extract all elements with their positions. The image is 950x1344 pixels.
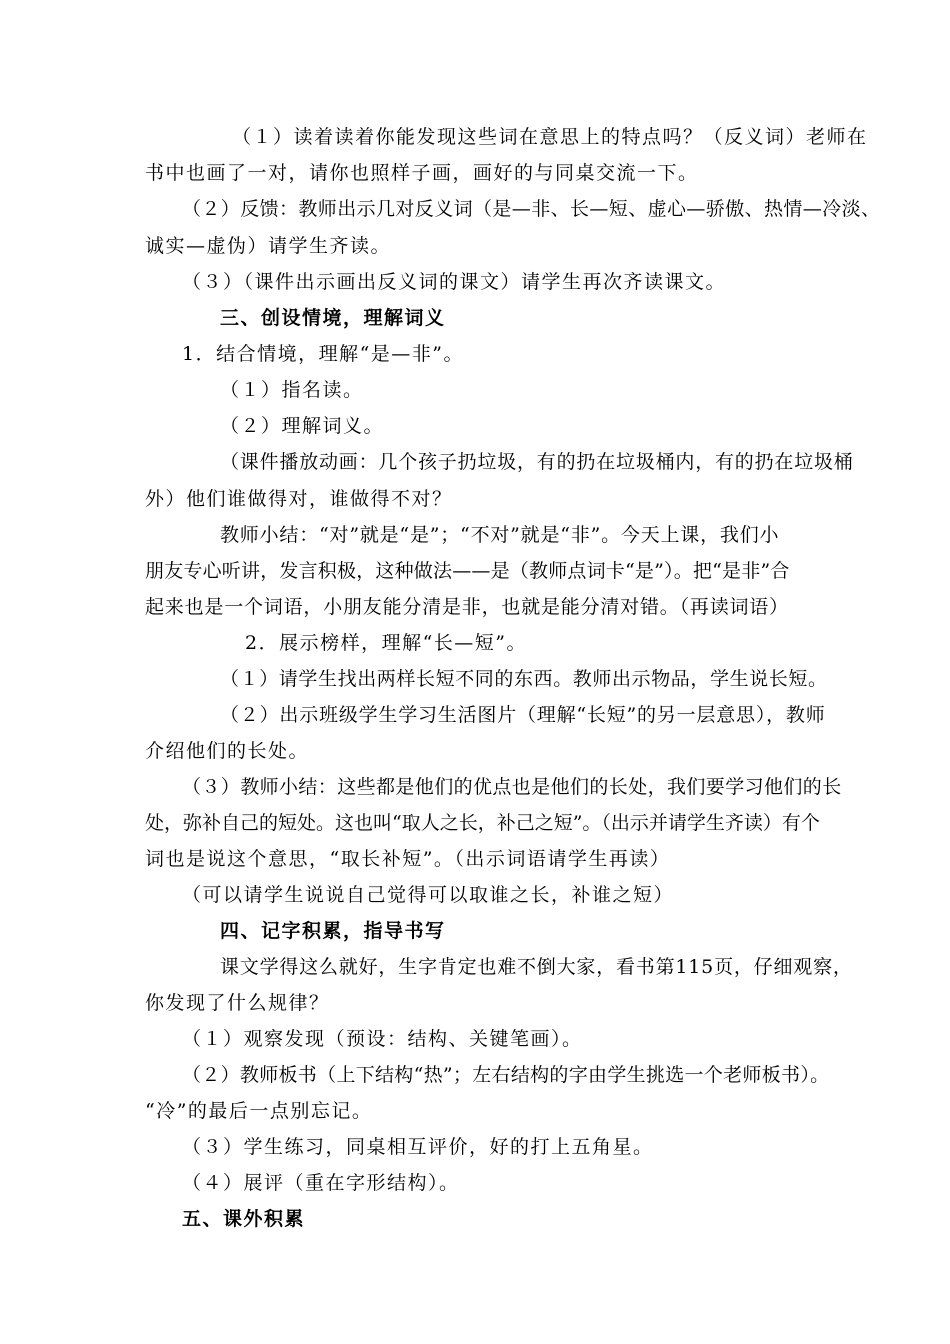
paragraph-line: （２）教师板书（上下结构“热”；左右结构的字由学生挑选一个老师板书）。 xyxy=(182,1064,830,1086)
paragraph-line: 起来也是一个词语，小朋友能分清是非，也就是能分清对错。（再读词语） xyxy=(145,596,789,618)
paragraph-line: 外）他们谁做得对，谁做得不对？ xyxy=(145,488,453,510)
paragraph-line: 1．结合情境，理解“是—非”。 xyxy=(182,343,465,365)
paragraph-line: （２）反馈：教师出示几对反义词（是—非、长—短、虚心—骄傲、热情—冷淡、 xyxy=(182,198,881,220)
paragraph-line: “冷”的最后一点别忘记。 xyxy=(145,1100,373,1122)
paragraph-line: 处，弥补自己的短处。这也叫“取人之长，补己之短”。（出示并请学生齐读）有个 xyxy=(145,812,820,834)
paragraph-line: （２）出示班级学生学习生活图片（理解“长短”的另一层意思），教师 xyxy=(220,704,826,726)
paragraph-line: （３）学生练习，同桌相互评价，好的打上五角星。 xyxy=(182,1136,654,1158)
section-heading: 五、课外积累 xyxy=(182,1208,306,1230)
paragraph-line: （２）理解词义。 xyxy=(220,415,385,437)
paragraph-line: （４）展评（重在字形结构）。 xyxy=(182,1172,460,1194)
paragraph-line: 你发现了什么规律？ xyxy=(145,992,330,1014)
paragraph-line: 书中也画了一对，请你也照样子画，画好的与同桌交流一下。 xyxy=(145,162,699,184)
paragraph-line: 教师小结：“对”就是“是”；“不对”就是“非”。今天上课，我们小 xyxy=(220,524,780,546)
section-heading: 四、记字积累，指导书写 xyxy=(220,920,446,942)
paragraph-line: 2．展示榜样，理解“长—短”。 xyxy=(245,632,528,654)
paragraph-line: （１）指名读。 xyxy=(220,379,364,401)
paragraph-line: （１）请学生找出两样长短不同的东西。教师出示物品，学生说长短。 xyxy=(220,668,828,690)
paragraph-line: （可以请学生说说自己觉得可以取谁之长，补谁之短） xyxy=(182,884,675,906)
section-heading: 三、创设情境，理解词义 xyxy=(220,307,446,329)
paragraph-line: 朋友专心听讲，发言积极，这种做法——是（教师点词卡“是”）。把“是非”合 xyxy=(145,560,790,582)
paragraph-line: 介绍他们的长处。 xyxy=(145,740,310,762)
paragraph-line: （３）教师小结：这些都是他们的优点也是他们的长处，我们要学习他们的长 xyxy=(182,776,842,798)
paragraph-line: 课文学得这么就好，生字肯定也难不倒大家，看书第115页，仔细观察， xyxy=(220,956,853,978)
paragraph-line: （３）（课件出示画出反义词的课文）请学生再次齐读课文。 xyxy=(182,271,727,293)
paragraph-line: （１）读着读着你能发现这些词在意思上的特点吗？（反义词）老师在 xyxy=(232,126,868,148)
paragraph-line: （课件播放动画：几个孩子扔垃圾，有的扔在垃圾桶内，有的扔在垃圾桶 xyxy=(220,451,854,473)
paragraph-line: 诚实—虚伪）请学生齐读。 xyxy=(145,235,392,257)
paragraph-line: （１）观察发现（预设：结构、关键笔画）。 xyxy=(182,1028,583,1050)
paragraph-line: 词也是说这个意思，“取长补短”。（出示词语请学生再读） xyxy=(145,848,671,870)
